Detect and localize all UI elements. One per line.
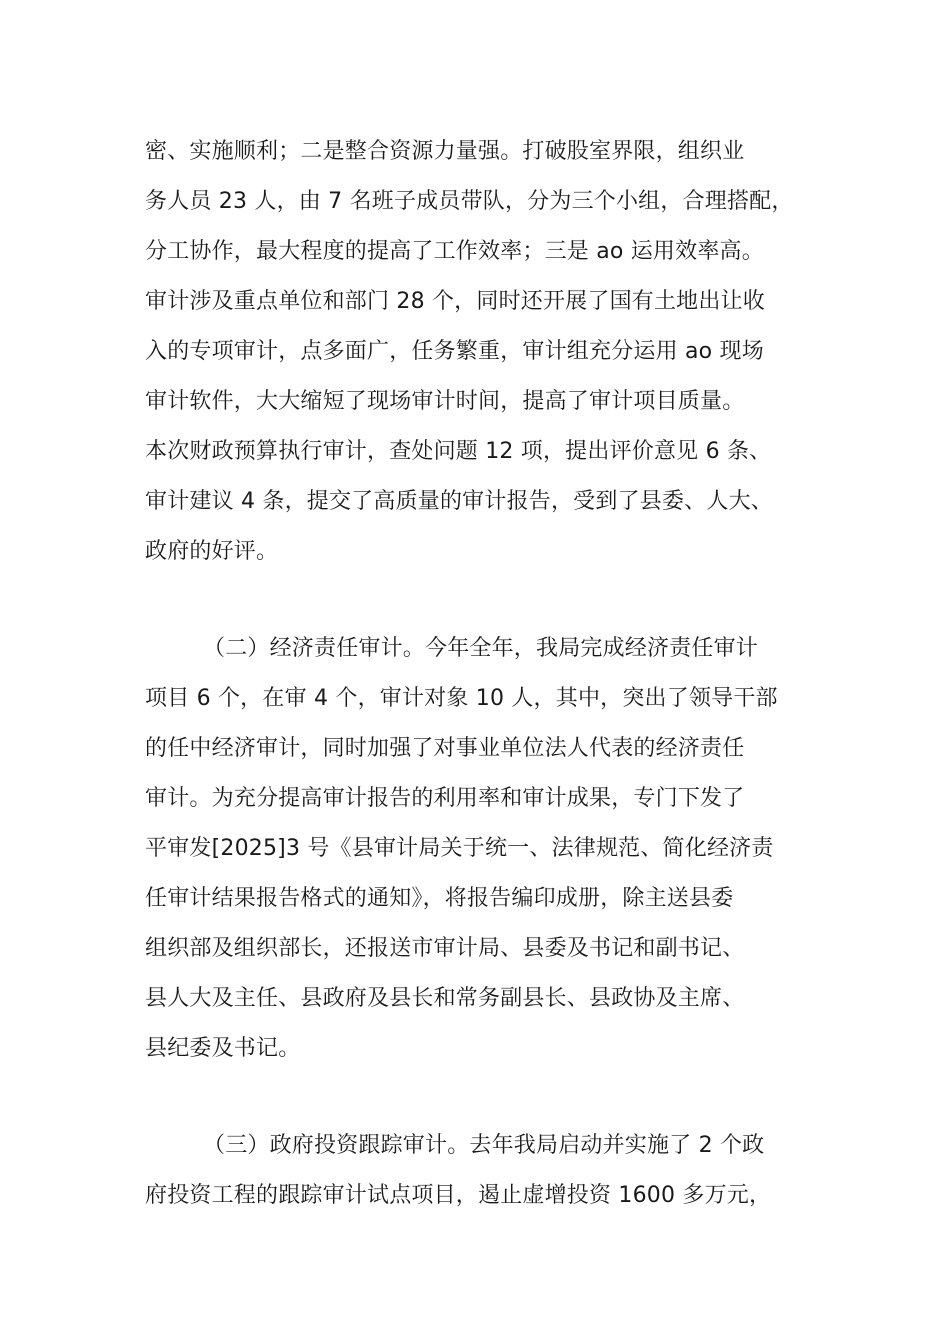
text-line: 府投资工程的跟踪审计试点项目，遏止虚增投资 1600 多万元，: [145, 1183, 772, 1208]
text-line: （三）政府投资跟踪审计。去年我局启动并实施了 2 个政: [203, 1133, 765, 1158]
text-line: 审计软件，大大缩短了现场审计时间，提高了审计项目质量。: [145, 389, 745, 414]
text-line: 县纪委及书记。: [145, 1036, 301, 1061]
text-line: 县人大及主任、县政府及县长和常务副县长、县政协及主席、: [145, 986, 745, 1011]
paragraph-investment-tracking-audit: [145, 1121, 845, 1221]
text-line: 审计建议 4 条，提交了高质量的审计报告，受到了县委、人大、: [145, 489, 773, 514]
text-line: 审计。为充分提高审计报告的利用率和审计成果，专门下发了: [145, 786, 745, 811]
text-line: 审计涉及重点单位和部门 28 个，同时还开展了国有土地出让收: [145, 289, 765, 314]
text-line: 平审发[2025]3 号《县审计局关于统一、法律规范、简化经济责: [145, 836, 774, 861]
text-line: 务人员 23 人，由 7 名班子成员带队，分为三个小组，合理搭配，: [145, 189, 794, 214]
text-line: 任审计结果报告格式的通知》，将报告编印成册，除主送县委: [145, 886, 734, 911]
text-line: 的任中经济审计，同时加强了对事业单位法人代表的经济责任: [145, 736, 745, 761]
paragraph-economic-responsibility-audit: [145, 624, 845, 1074]
text-line: （二）经济责任审计。今年全年，我局完成经济责任审计: [203, 636, 759, 661]
text-line: 政府的好评。: [145, 539, 279, 564]
text-line: 分工协作，最大程度的提高了工作效率；三是 ao 运用效率高。: [145, 239, 764, 264]
text-line: 入的专项审计，点多面广，任务繁重，审计组充分运用 ao 现场: [145, 339, 764, 364]
text-line: 本次财政预算执行审计，查处问题 12 项，提出评价意见 6 条、: [145, 439, 772, 464]
text-line: 项目 6 个，在审 4 个，审计对象 10 人，其中，突出了领导干部: [145, 686, 778, 711]
text-line: 组织部及组织部长，还报送市审计局、县委及书记和副书记、: [145, 936, 745, 961]
paragraph-budget-audit: [145, 127, 845, 577]
text-line: 密、实施顺利；二是整合资源力量强。打破股室界限，组织业: [145, 139, 745, 164]
